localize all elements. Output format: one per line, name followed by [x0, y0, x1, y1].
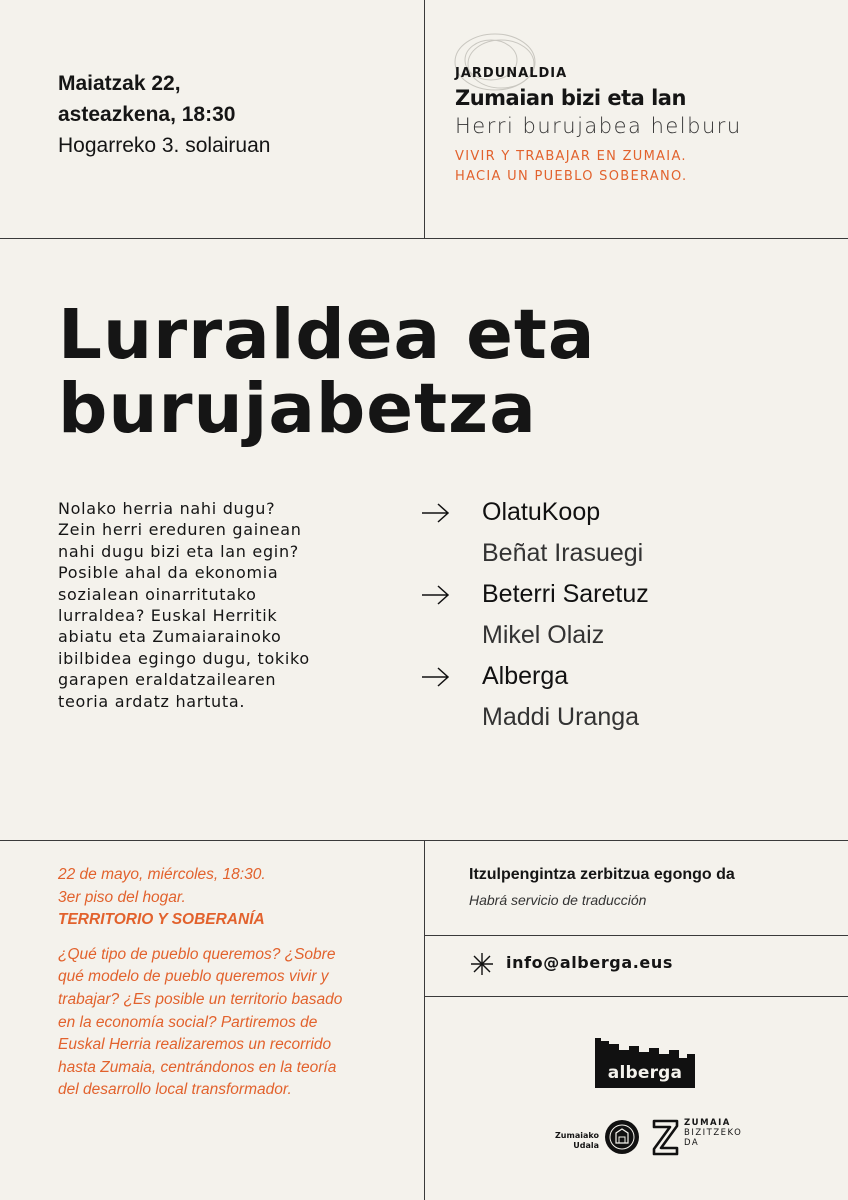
translation-notice: Itzulpengintza zerbitzua egongo da	[469, 866, 735, 883]
divider-email	[424, 996, 848, 997]
event-subtitle: Herri burujabea helburu	[455, 114, 742, 138]
event-location: Hogarreko 3. solairuan	[58, 134, 271, 157]
description-line: Nolako herria nahi dugu?	[58, 499, 276, 518]
main-title-line-1: Lurraldea eta	[58, 295, 596, 375]
speaker-person	[420, 615, 649, 656]
divider-translation	[424, 935, 848, 936]
description-line: ibilbidea egingo dugu, tokiko	[58, 648, 310, 668]
event-es-line-2: HACIA UN PUEBLO SOBERANO.	[455, 169, 688, 184]
es-title: TERRITORIO Y SOBERANÍA	[58, 911, 265, 929]
es-description-line: hasta Zumaia, centrándonos en la teoría	[58, 1058, 337, 1076]
udala-label	[555, 1131, 599, 1151]
description-line: garapen eraldatzailearen	[58, 670, 277, 690]
speaker-person	[420, 697, 649, 738]
alberga-logo-text: alberga	[607, 1063, 683, 1083]
event-date	[58, 68, 270, 161]
arrow-right-icon	[420, 666, 452, 688]
main-title	[58, 295, 596, 449]
es-description-line: ¿Qué tipo de pueblo queremos? ¿Sobre	[58, 945, 336, 963]
description-line: Posible ahal da ekonomia	[58, 563, 279, 583]
translation-notice-spanish: Habrá servicio de traducción	[469, 892, 647, 908]
asterisk-icon	[470, 952, 494, 976]
zumaia-line-2: BIZITZEKO	[684, 1128, 743, 1138]
main-title-line-2: burujabetza	[58, 369, 537, 449]
udala-line-2: Udala	[573, 1141, 599, 1150]
speaker-list	[420, 492, 649, 738]
event-title-spanish	[455, 147, 687, 187]
description-spanish	[58, 864, 398, 1102]
description-line: lurraldea? Euskal Herritik	[58, 606, 278, 626]
es-description-line: Euskal Herria realizaremos un recorrido	[58, 1036, 332, 1054]
es-description-line: del desarrollo local transformador.	[58, 1081, 292, 1099]
zumaia-bizitzeko-label	[684, 1118, 742, 1148]
es-description-line: qué modelo de pueblo queremos vivir y	[58, 968, 329, 986]
zumaia-z-icon	[651, 1117, 681, 1157]
event-kicker: JARDUNALDIA	[455, 66, 568, 81]
date-line-2: asteazkena, 18:30	[58, 103, 236, 126]
speaker-org-name: OlatuKoop	[482, 498, 601, 526]
speaker-org	[420, 574, 649, 615]
municipal-seal-icon	[604, 1119, 640, 1155]
arrow-right-icon	[420, 584, 452, 606]
zumaia-line-1: ZUMAIA	[684, 1118, 731, 1128]
es-description-line: en la economía social? Partiremos de	[58, 1013, 318, 1031]
arrow-right-icon	[420, 502, 452, 524]
speaker-person-name: Maddi Uranga	[482, 703, 640, 731]
description-line: sozialean oinarritutako	[58, 584, 257, 604]
speaker-person	[420, 533, 649, 574]
description-line: abiatu eta Zumaiarainoko	[58, 627, 282, 647]
alberga-logo	[595, 1038, 695, 1088]
speaker-org	[420, 656, 649, 697]
speaker-person-name: Mikel Olaiz	[482, 621, 605, 649]
description-line: teoria ardatz hartuta.	[58, 691, 246, 711]
zumaia-line-3: DA	[684, 1138, 700, 1148]
es-date: 22 de mayo, miércoles, 18:30.	[58, 866, 266, 883]
speaker-org	[420, 492, 649, 533]
es-location: 3er piso del hogar.	[58, 888, 186, 906]
contact-email[interactable]: info@alberga.eus	[506, 953, 673, 972]
speaker-org-name: Alberga	[482, 662, 569, 690]
event-es-line-1: VIVIR Y TRABAJAR EN ZUMAIA.	[455, 149, 687, 164]
description-line: nahi dugu bizi eta lan egin?	[58, 541, 299, 561]
event-title: Zumaian bizi eta lan	[455, 86, 686, 110]
udala-line-1: Zumaiako	[555, 1131, 599, 1140]
divider-top-vertical	[424, 0, 425, 238]
speaker-org-name: Beterri Saretuz	[482, 580, 649, 608]
date-line-1: Maiatzak 22,	[58, 72, 181, 95]
description-line: Zein herri ereduren gainean	[58, 520, 302, 540]
es-description-line: trabajar? ¿Es posible un territorio basado	[58, 990, 343, 1008]
description-basque	[58, 498, 378, 712]
divider-bottom-vertical	[424, 840, 425, 1200]
divider-top	[0, 238, 848, 239]
speaker-person-name: Beñat Irasuegi	[482, 539, 644, 567]
